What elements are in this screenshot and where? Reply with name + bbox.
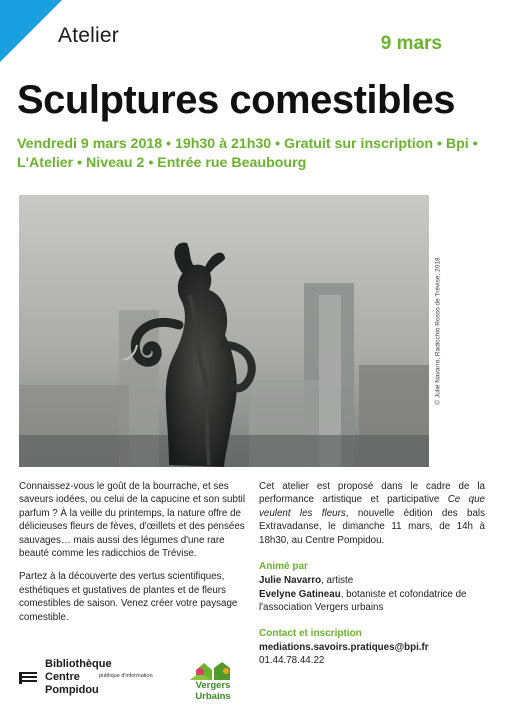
bpi-logo-tagline: publique d'information: [99, 673, 153, 679]
hosts-heading: Animé par: [259, 561, 308, 573]
contact-heading: Contact et inscription: [259, 627, 362, 639]
description-paragraph-2: Partez à la découverte des vertus scientifiques, esthétiques et gustatives de plantes et de fleurs comestibles de saison. Venez créer votre paysage comestible.: [19, 571, 238, 623]
bpi-logo: [19, 656, 169, 700]
host-1-role: , artiste: [321, 575, 354, 587]
host-1: [259, 574, 485, 587]
radicchio-sculpture-image: [19, 195, 429, 467]
hosts-block: [259, 560, 485, 615]
description-paragraph-1: Connaissez-vous le goût de la bourrache, et ses saveurs iodées, ou celui de la capucine et son subtil parfum ? À la veille du printemps, la nature offre de délicieuses fleurs de fèves, d'œillets et des pensées sauvages… mais aussi des légumes d'une rare beauté comme les radicchios de Trévise.: [19, 481, 246, 560]
page-title: Sculptures comestibles: [17, 78, 456, 122]
bpi-logo-line-1: Bibliothèque: [45, 658, 112, 670]
performance-title: Ce que veulent les fleurs: [259, 494, 485, 519]
description-column: [19, 480, 247, 634]
vergers-logo-line-2: Urbains: [195, 691, 231, 702]
vergers-logo-line-1: Vergers: [195, 680, 231, 691]
category-label: Atelier: [58, 24, 119, 47]
photo-credit: [432, 196, 444, 466]
info-column: [259, 480, 485, 680]
vergers-urbains-logo: [188, 660, 238, 706]
contact-email[interactable]: mediations.savoirs.pratiques@bpi.fr: [259, 642, 429, 654]
host-2: [259, 588, 485, 615]
bpi-logo-line-3: Pompidou: [45, 684, 99, 696]
context-paragraph: [259, 480, 485, 547]
leaf-house-icon: [188, 660, 238, 682]
date-badge: 9 mars: [380, 33, 442, 54]
host-2-name: Evelyne Gatineau: [259, 588, 341, 600]
photo-credit-text: © Julie Navarro, Radicchio Rosso de Trévise, 2018: [434, 257, 442, 405]
bpi-logo-icon: [19, 672, 37, 684]
contact-phone: 01.44.78.44.22: [259, 655, 325, 667]
context-text: Cet atelier est proposé dans le cadre de la performance artistique et participative: [259, 481, 485, 506]
host-1-name: Julie Navarro: [259, 575, 322, 587]
bpi-logo-line-2: Centre: [45, 671, 80, 683]
event-details: Vendredi 9 mars 2018 • 19h30 à 21h30 • Gratuit sur inscription • Bpi • L'Atelier • Niveau 2 • Entrée rue Beaubourg: [17, 136, 478, 171]
event-photo: [19, 195, 429, 467]
corner-triangle: [0, 0, 62, 62]
context-text-end: , nouvelle édition des bals Extravadanse, le dimanche 11 mars, de 14h à 18h30, au Centre Pompidou.: [259, 507, 485, 546]
host-2-role: , botaniste et cofondatrice de l'association Vergers urbains: [259, 588, 467, 614]
contact-block: [259, 627, 485, 668]
